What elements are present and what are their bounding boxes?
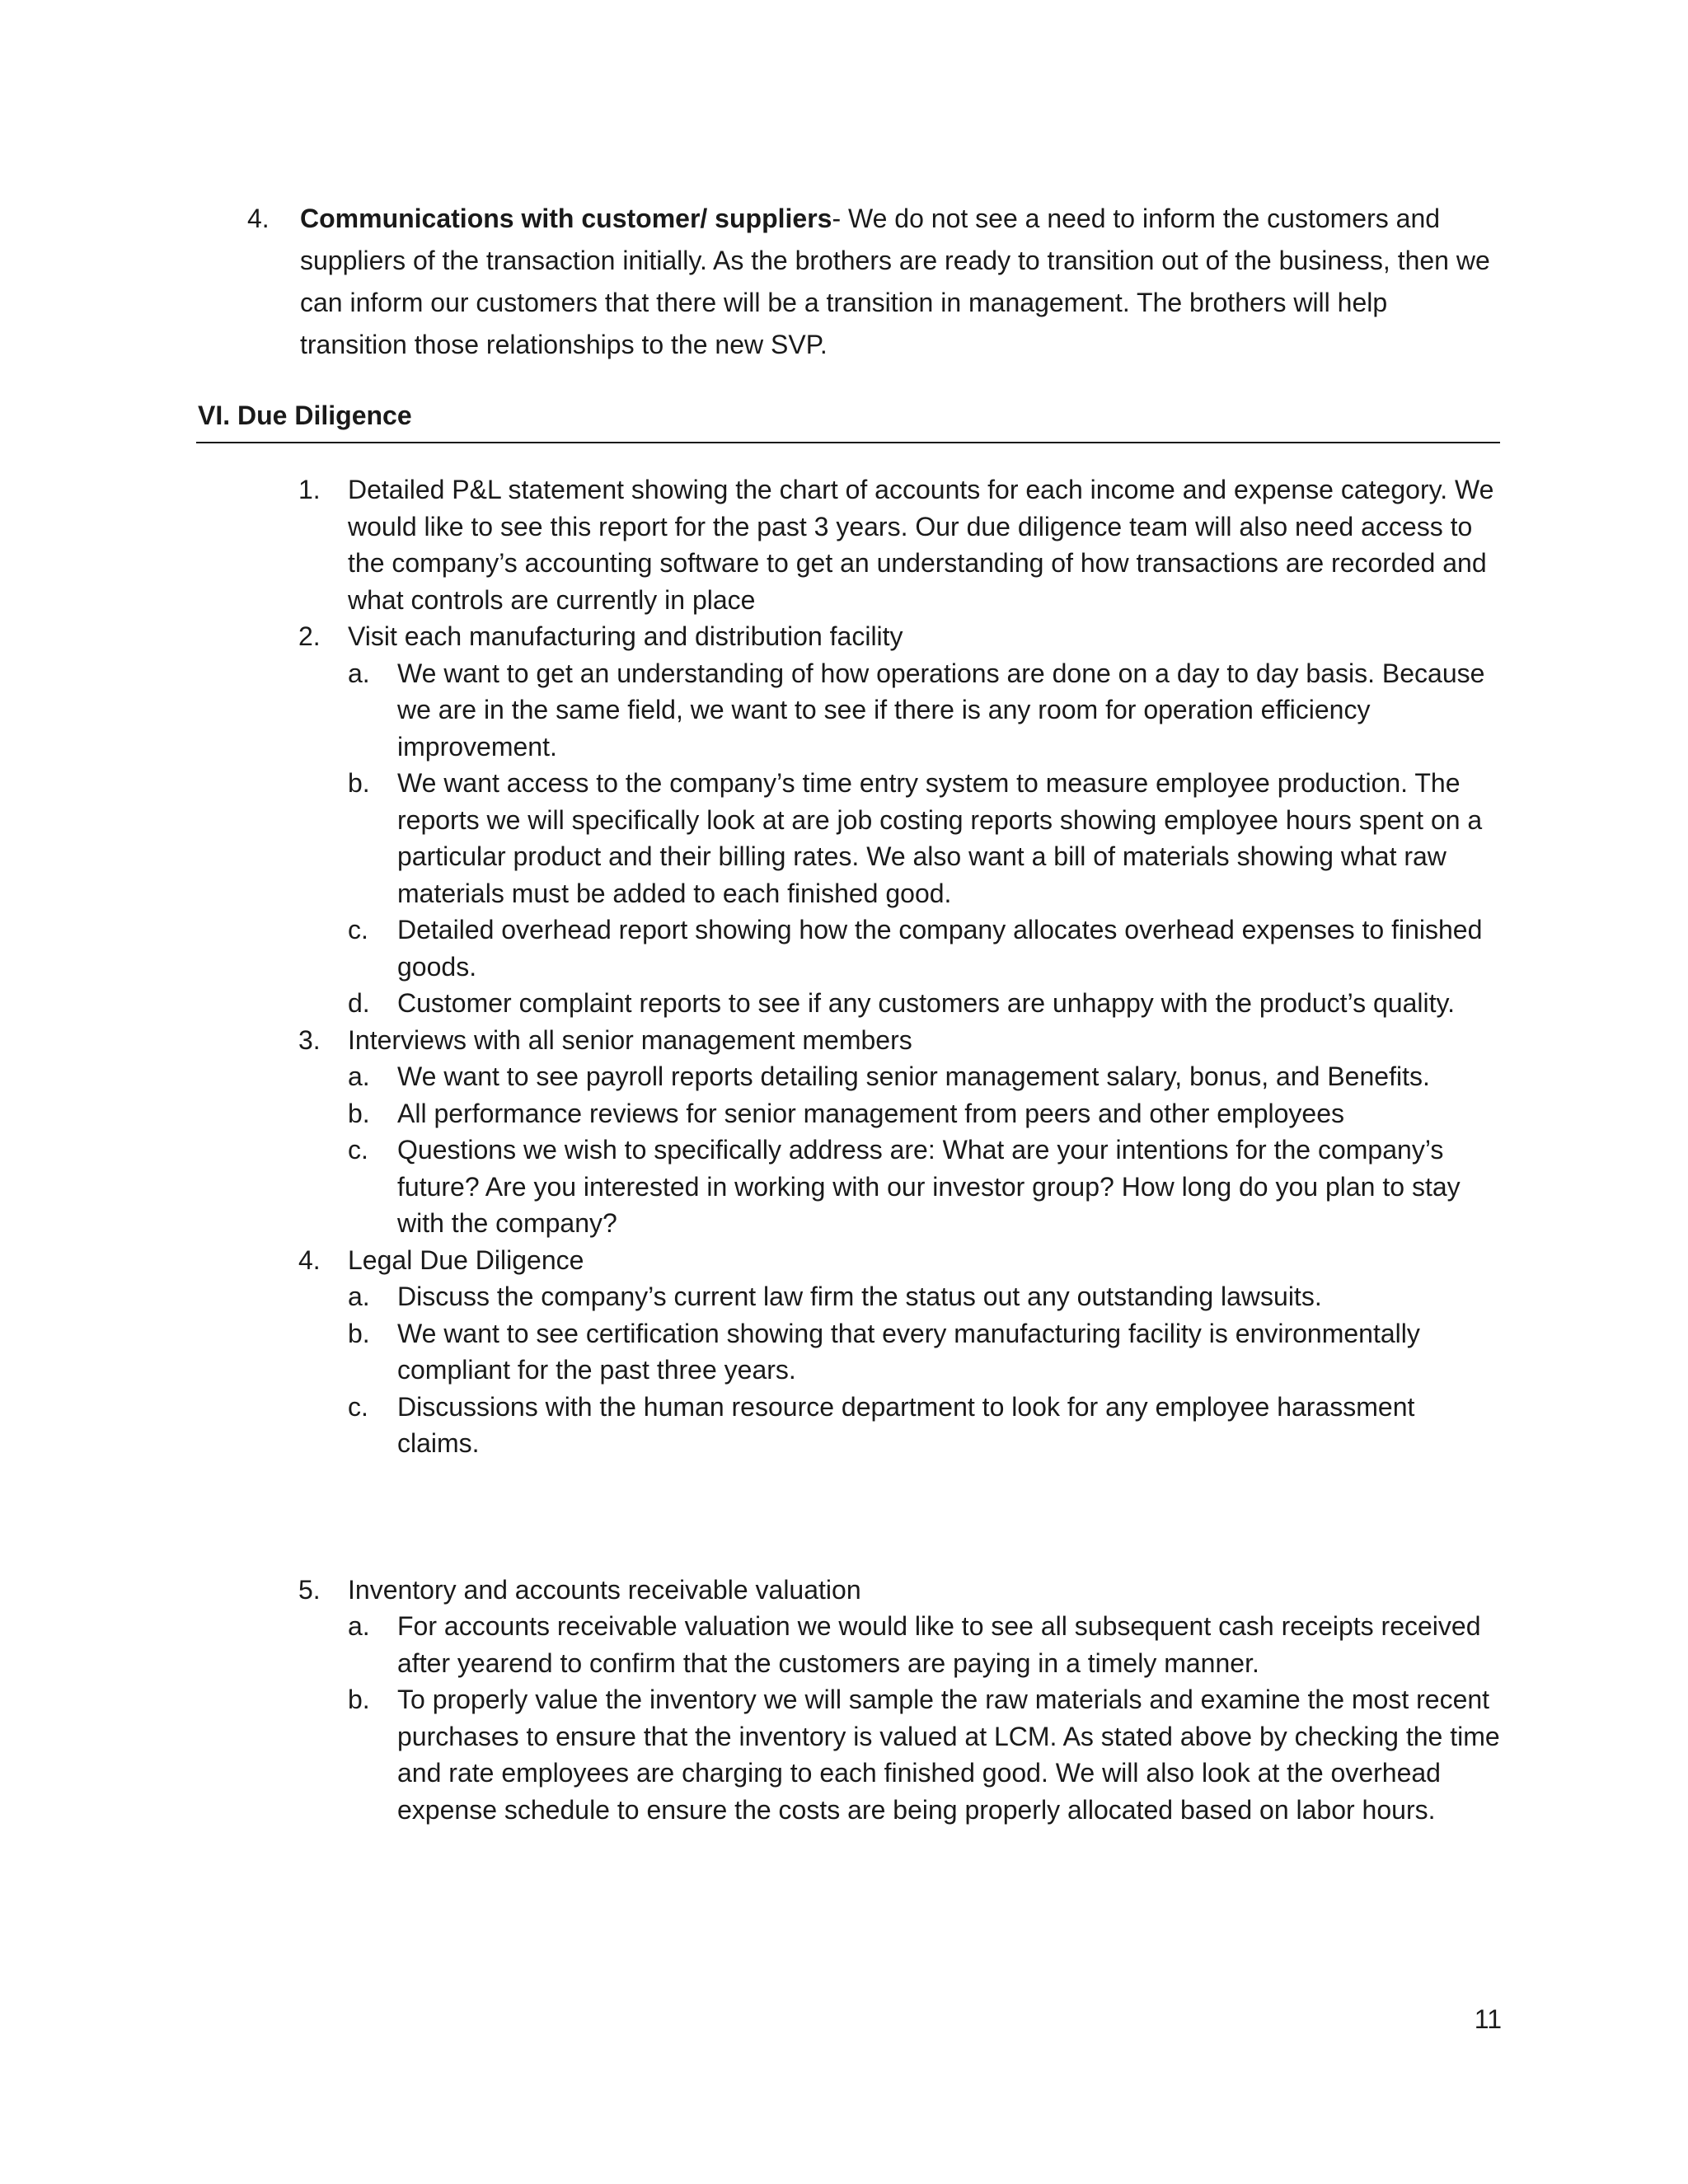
section-divider xyxy=(196,442,1500,443)
sub-list-item-text: Discuss the company’s current law firm the status out any outstanding lawsuits. xyxy=(397,1282,1322,1311)
sub-list-item-letter: a. xyxy=(348,1062,370,1091)
sub-list-item-letter: a. xyxy=(348,658,370,688)
section-heading: VI. Due Diligence xyxy=(198,401,412,430)
sub-list-item-text: Customer complaint reports to see if any customers are unhappy with the product’s quality. xyxy=(397,988,1455,1018)
list-item-text: Legal Due Diligence xyxy=(348,1244,584,1275)
list-item xyxy=(298,618,1502,655)
sub-list-item-text: Questions we wish to specifically address are: What are your intentions for the company’s future? Are you interested in working with our investor group? How long do you plan to stay with the company? xyxy=(397,1135,1461,1238)
intro-item-number: 4. xyxy=(247,204,270,233)
sub-list-item-text: To properly value the inventory we will sample the raw materials and examine the most recent purchases to ensure that the inventory is valued at LCM. As stated above by checking the time and rate employees are charging to each finished good. We will also look at the overhead expense schedule to ensure the costs are being properly allocated based on labor hours. xyxy=(397,1685,1500,1825)
sub-list-item-letter: a. xyxy=(348,1611,370,1641)
sub-list-item-text: We want to see payroll reports detailing senior management salary, bonus, and Benefits. xyxy=(397,1062,1430,1091)
sub-list-item-letter: b. xyxy=(348,1685,370,1714)
list-item-text: Visit each manufacturing and distribution facility xyxy=(348,621,903,651)
sub-list-item-letter: b. xyxy=(348,1318,370,1348)
list-item-text: Detailed P&L statement showing the chart of accounts for each income and expense category. We would like to see this report for the past 3 years. Our due diligence team will also need access to the company’s accounting software to get an understanding of how transactions are recorded and what controls are currently in place xyxy=(348,475,1494,615)
list-item-number: 1. xyxy=(298,475,321,504)
sub-list-item xyxy=(348,1095,1502,1132)
list-item-text: Inventory and accounts receivable valuation xyxy=(348,1574,861,1605)
sub-list-item-letter: a. xyxy=(348,1282,370,1311)
sub-list-item xyxy=(348,765,1502,912)
due-diligence-list xyxy=(298,471,1502,1828)
sub-list-item xyxy=(348,1058,1502,1095)
intro-item-body: - We do not see a need to inform the customers and suppliers of the transaction initially. As the brothers are ready to transition out of the business, then we can inform our customers that there will be a transition in management. The brothers will help transition those relationships to the new SVP. xyxy=(300,204,1490,359)
list-item xyxy=(298,471,1502,618)
sub-list-item-text: All performance reviews for senior management from peers and other employees xyxy=(397,1098,1344,1128)
sub-list xyxy=(348,1058,1502,1242)
list-item-number: 2. xyxy=(298,621,321,651)
sub-list-item-text: We want to see certification showing that every manufacturing facility is environmentally compliant for the past three years. xyxy=(397,1318,1420,1385)
intro-item-text xyxy=(300,198,1500,366)
list-item-text: Interviews with all senior management members xyxy=(348,1024,912,1055)
sub-list-item xyxy=(348,1608,1502,1681)
sub-list-item-letter: c. xyxy=(348,915,368,944)
list-item-number: 4. xyxy=(298,1244,321,1275)
sub-list-item-letter: c. xyxy=(348,1135,368,1165)
sub-list-item-text: Detailed overhead report showing how the company allocates overhead expenses to finished goods. xyxy=(397,915,1483,982)
sub-list xyxy=(348,1278,1502,1462)
sub-list-item xyxy=(348,655,1502,766)
sub-list-item xyxy=(348,1681,1502,1828)
sub-list-item xyxy=(348,985,1502,1022)
sub-list-item xyxy=(348,1315,1502,1389)
sub-list xyxy=(348,1608,1502,1828)
sub-list-item-text: We want access to the company’s time entry system to measure employee production. The reports we will specifically look at are job costing reports showing employee hours spent on a particular product and their billing rates. We also want a bill of materials showing what raw materials must be added to each finished good. xyxy=(397,768,1483,908)
list-item xyxy=(298,1022,1502,1059)
sub-list-item-letter: d. xyxy=(348,988,370,1018)
sub-list-item xyxy=(348,912,1502,985)
intro-item-bold-lead: Communications with customer/ suppliers xyxy=(300,204,832,233)
list-item xyxy=(298,1242,1502,1279)
list-item-number: 5. xyxy=(298,1574,321,1605)
sub-list xyxy=(348,655,1502,1022)
sub-list-item-text: Discussions with the human resource department to look for any employee harassment claims. xyxy=(397,1391,1415,1458)
list-item xyxy=(298,1572,1502,1609)
list-item-number: 3. xyxy=(298,1024,321,1055)
sub-list-item-letter: b. xyxy=(348,768,370,798)
sub-list-item-text: For accounts receivable valuation we would like to see all subsequent cash receipts received after yearend to confirm that the customers are paying in a timely manner. xyxy=(397,1611,1481,1678)
sub-list-item xyxy=(348,1132,1502,1242)
intro-list-item xyxy=(247,198,1500,366)
page-number: 11 xyxy=(1474,2004,1502,2034)
blank-space xyxy=(298,1462,1502,1572)
sub-list-item-letter: c. xyxy=(348,1391,368,1422)
sub-list-item-text: We want to get an understanding of how operations are done on a day to day basis. Because we are in the same field, we want to see if there is any room for operation efficiency improvement. xyxy=(397,658,1485,762)
sub-list-item xyxy=(348,1389,1502,1462)
sub-list-item xyxy=(348,1278,1502,1315)
sub-list-item-letter: b. xyxy=(348,1098,370,1128)
